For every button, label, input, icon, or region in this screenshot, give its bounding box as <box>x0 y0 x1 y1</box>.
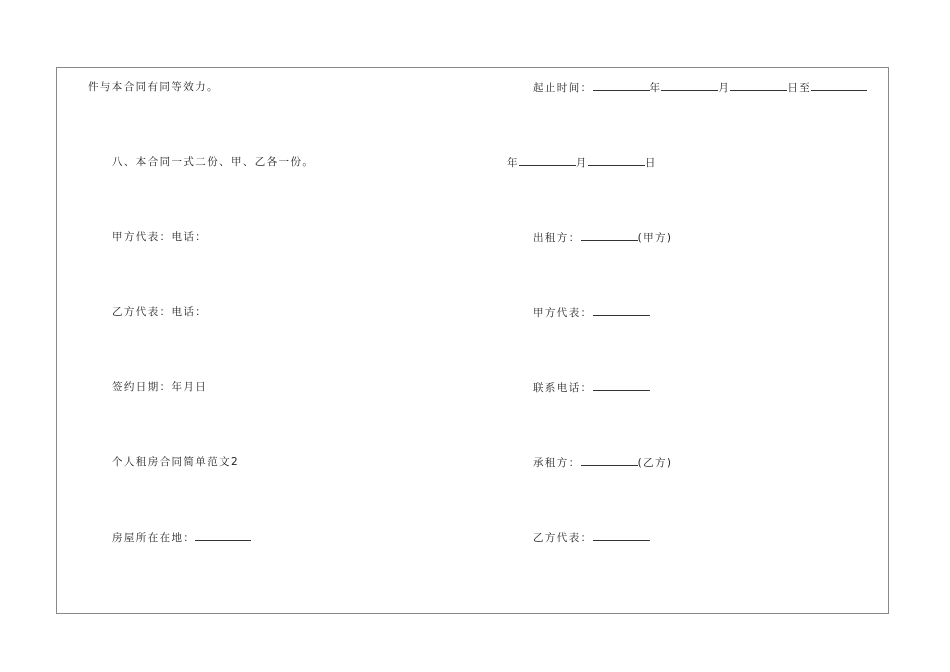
property-location <box>112 530 251 545</box>
party-b-rep-blank <box>593 530 650 541</box>
lessor-blank <box>581 230 638 241</box>
lessee-suffix: (乙方) <box>637 457 673 469</box>
lessee <box>533 455 672 470</box>
party-a-rep-phone: 甲方代表：电话： <box>112 231 208 243</box>
section-title: 个人租房合同简单范文2 <box>112 456 240 468</box>
end-year-blank <box>811 80 867 91</box>
month-text: 月 <box>718 82 731 94</box>
end-day-text: 日 <box>644 157 657 169</box>
lessor <box>533 230 672 245</box>
start-month-blank <box>661 80 718 91</box>
lessor-label: 出租方： <box>533 232 581 244</box>
contact-phone-label: 联系电话： <box>533 382 593 394</box>
start-day-blank <box>730 80 787 91</box>
property-location-label: 房屋所在在地： <box>112 532 196 544</box>
party-a-rep <box>533 305 650 320</box>
signing-date: 签约日期：年月日 <box>112 381 208 393</box>
party-a-rep-blank <box>593 305 650 316</box>
lease-period-end <box>507 155 657 170</box>
party-b-rep-label: 乙方代表： <box>533 532 593 544</box>
lessee-label: 承租方： <box>533 457 581 469</box>
year-text: 年 <box>649 82 662 94</box>
party-b-rep-phone: 乙方代表：电话： <box>112 306 208 318</box>
contact-phone-blank <box>593 380 650 391</box>
end-day-blank <box>588 155 645 166</box>
party-b-rep <box>533 530 650 545</box>
clause-tail: 件与本合同有同等效力。 <box>88 81 219 93</box>
lessee-blank <box>581 455 638 466</box>
party-a-rep-label: 甲方代表： <box>533 307 593 319</box>
end-month-blank <box>519 155 576 166</box>
start-year-blank <box>593 80 650 91</box>
end-year-text: 年 <box>507 157 519 169</box>
property-location-blank <box>195 530 251 541</box>
day-to-text: 日至 <box>787 82 812 94</box>
end-month-text: 月 <box>575 157 588 169</box>
contact-phone <box>533 380 650 395</box>
clause-eight: 八、本合同一式二份、甲、乙各一份。 <box>112 156 315 168</box>
lease-period-label: 起止时间： <box>533 82 593 94</box>
lease-period <box>533 80 867 95</box>
lessor-suffix: (甲方) <box>637 232 673 244</box>
